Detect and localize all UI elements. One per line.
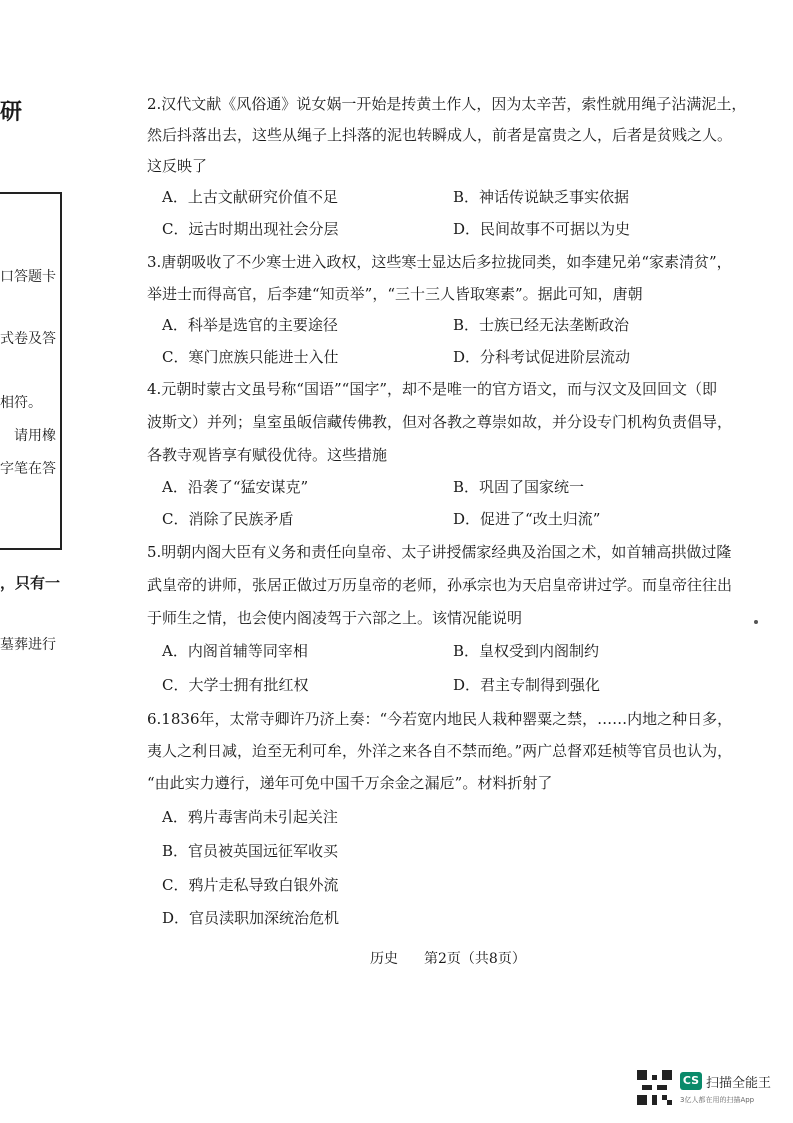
question-3-line: 3.唐朝吸收了不少寒士进入政权，这些寒士显达后多拉拢同类，如李建兄弟“家素清贫”， (147, 253, 732, 271)
question-2-line: 然后抖落出去，这些从绳子上抖落的泥也转瞬成人，前者是富贵之人，后者是贫贱之人。 (147, 126, 733, 144)
question-2-option-b: B．神话传说缺乏事实依据 (453, 188, 630, 206)
question-5-line: 5.明朝内阁大臣有义务和责任向皇帝、太子讲授儒家经典及治国之术，如首辅高拱做过隆 (147, 543, 732, 561)
camscanner-tagline: 3亿人都在用的扫描App (680, 1096, 755, 1104)
question-2-line: 这反映了 (147, 157, 208, 175)
question-4-option-b: B．巩固了国家统一 (453, 478, 585, 496)
margin-fragment: 请用橡 (14, 428, 56, 444)
question-6-option-d: D．官员渎职加深统治危机 (162, 909, 340, 927)
margin-fragment: 墓葬进行 (0, 637, 56, 653)
question-5-option-a: A．内阁首辅等同宰相 (162, 642, 308, 660)
question-4-line: 波斯文）并列；皇室虽皈信藏传佛教，但对各教之尊崇如故，并分设专门机构负责倡导， (147, 413, 733, 431)
margin-fragment-bold: ，只有一 (0, 574, 61, 592)
margin-fragment: 式卷及答 (0, 331, 56, 347)
question-6-line: 夷人之利日减，迨至无利可牟，外洋之来各自不禁而绝。”两广总督邓廷桢等官员也认为， (147, 742, 733, 760)
footer-subject: 历史 (370, 951, 398, 967)
question-3-option-c: C．寒门庶族只能进士入仕 (162, 348, 339, 366)
camscanner-logo: CS (680, 1072, 702, 1090)
question-5-option-d: D．君主专制得到强化 (453, 676, 601, 694)
page-footer (370, 948, 526, 968)
question-2-option-d: D．民间故事不可据以为史 (453, 220, 631, 238)
question-2-option-c: C．远古时期出现社会分层 (162, 220, 339, 238)
question-3-line: 举进士而得高官，后李建“知贡举”，“三十三人皆取寒素”。据此可知，唐朝 (147, 285, 643, 303)
question-5-line: 武皇帝的讲师，张居正做过万历皇帝的老师，孙承宗也为天启皇帝讲过学。而皇帝往往出 (147, 576, 733, 594)
notice-box (0, 192, 62, 550)
question-6-line: 6.1836年，太常寺卿许乃济上奏：“今若宽内地民人栽种罂粟之禁，……内地之种日多， (147, 710, 733, 728)
question-4-option-c: C．消除了民族矛盾 (162, 510, 294, 528)
question-3-option-b: B．士族已经无法垄断政治 (453, 316, 630, 334)
question-6-option-c: C．鸦片走私导致白银外流 (162, 876, 339, 894)
question-5-option-b: B．皇权受到内阁制约 (453, 642, 600, 660)
question-2-option-a: A．上古文献研究价值不足 (162, 188, 338, 206)
question-6-option-a: A．鸦片毒害尚未引起关注 (162, 808, 338, 826)
qr-code-icon (637, 1070, 672, 1105)
camscanner-name: 扫描全能王 (706, 1076, 772, 1091)
question-3-option-a: A．科举是选官的主要途径 (162, 316, 338, 334)
margin-fragment: 字笔在答 (0, 461, 56, 477)
question-3-option-d: D．分科考试促进阶层流动 (453, 348, 631, 366)
question-5-option-c: C．大学士拥有批红权 (162, 676, 309, 694)
margin-fragment: 口答题卡 (0, 269, 56, 285)
margin-fragment: 相符。 (0, 395, 42, 411)
left-margin-title: 研 (0, 99, 23, 125)
footer-page-number: 第2页（共8页） (424, 951, 526, 967)
question-4-option-d: D．促进了“改土归流” (453, 510, 601, 528)
question-6-option-b: B．官员被英国远征军收买 (162, 842, 339, 860)
question-5-line: 于师生之情，也会使内阁凌驾于六部之上。该情况能说明 (147, 609, 523, 627)
question-4-option-a: A．沿袭了“猛安谋克” (162, 478, 309, 496)
question-4-line: 4.元朝时蒙古文虽号称“国语”“国字”，却不是唯一的官方语文，而与汉文及回回文（即 (147, 380, 717, 398)
question-2-line: 2.汉代文献《风俗通》说女娲一开始是抟黄土作人，因为太辛苦，索性就用绳子沾满泥土， (147, 95, 747, 113)
question-6-line: “由此实力遵行，递年可免中国千万余金之漏卮”。材料折射了 (147, 774, 553, 792)
question-4-line: 各教寺观皆享有赋役优待。这些措施 (147, 446, 388, 464)
scan-speck (754, 620, 758, 624)
